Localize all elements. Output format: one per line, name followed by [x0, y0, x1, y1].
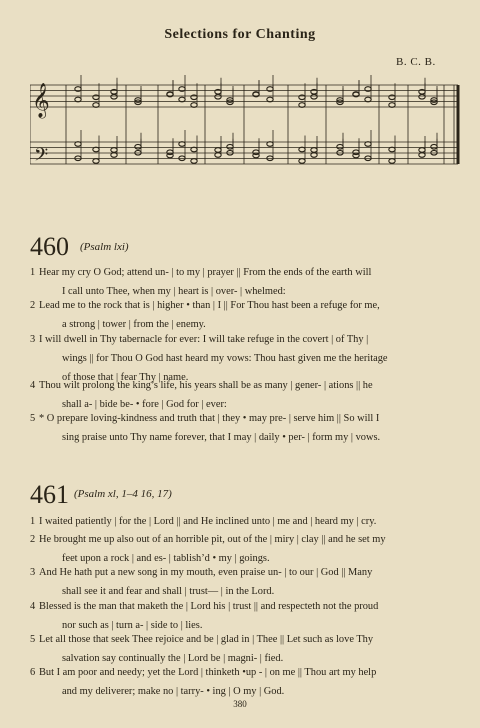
verse-number: 2: [30, 300, 36, 311]
note-head: [191, 159, 197, 164]
note-head: [215, 94, 221, 99]
note-head: [311, 94, 317, 99]
page-title: Selections for Chanting: [164, 27, 316, 42]
verse-number: 2: [30, 534, 36, 545]
verse-line: shall a- | bide be- • fore | God for | ever:: [62, 399, 227, 410]
chant-score: [30, 72, 460, 192]
note-head: [299, 159, 305, 164]
note-head: [389, 159, 395, 164]
verse-line: nor such as | turn a- | side to | lies.: [62, 620, 203, 631]
psalm-number: 460: [30, 232, 69, 261]
note-head: [93, 159, 99, 164]
note-head: [419, 94, 425, 99]
verse-line: Hear my cry O God; attend un- | to my | prayer || From the ends of the earth will: [39, 267, 372, 278]
page-number: 380: [233, 699, 247, 709]
note-head: [135, 144, 141, 149]
note-head: [167, 153, 173, 158]
treble-clef-icon: 𝄞: [32, 83, 50, 118]
verse-line: I will dwell in Thy tabernacle for ever: I will take refuge in the covert | of Thy |: [39, 334, 369, 345]
verse-number: 1: [30, 267, 36, 278]
verse-line: feet upon a rock | and es- | tablish’d • my | goings.: [62, 553, 270, 564]
composer-initials: B. C. B.: [396, 56, 436, 68]
verse-number: 6: [30, 667, 36, 678]
verse-line: Let all those that seek Thee rejoice and be | glad in | Thee || Let such as love Thy: [39, 634, 374, 645]
verse-number: 4: [30, 601, 36, 612]
verse: [30, 663, 458, 701]
psalm-reference: (Psalm lxi): [80, 241, 129, 253]
verse-line: Thou wilt prolong the king’s life, his years shall be as many | gener- | ations || he: [39, 380, 373, 391]
verse-line: wings || for Thou O God hast heard my vows: Thou hast given me the heritage: [62, 353, 388, 364]
verse: [30, 563, 458, 601]
verse-line: shall see it and fear and shall | trust— | in the Lord.: [62, 586, 275, 597]
verse: [30, 512, 458, 531]
verse-number: 1: [30, 516, 36, 527]
note-head: [419, 148, 425, 153]
note-head: [353, 153, 359, 158]
verse-number: 5: [30, 413, 36, 424]
psalm-reference: (Psalm xl, 1–4 16, 17): [74, 488, 172, 500]
verse-number: 5: [30, 634, 36, 645]
note-head: [227, 144, 233, 149]
verse-line: sing praise unto Thy name forever, that I may | daily • per- | form my | vows.: [62, 432, 381, 443]
note-head: [111, 148, 117, 153]
note-head: [253, 153, 259, 158]
verse: [30, 296, 458, 334]
verse-line: I call unto Thee, when my | heart is | over- | whelmed:: [62, 286, 286, 297]
verse-line: But I am poor and needy; yet the Lord | thinketh •up - | on me || Thou art my help: [39, 667, 377, 678]
bass-clef-icon: 𝄢: [34, 145, 49, 170]
verse-line: Blessed is the man that maketh the | Lord his | trust || and respecteth not the proud: [39, 601, 379, 612]
note-head: [311, 148, 317, 153]
verse-line: Lead me to the rock that is | higher • than | I || For Thou hast been a refuge for me,: [39, 300, 380, 311]
verse-line: a strong | tower | from the | enemy.: [62, 319, 206, 330]
verse-line: I waited patiently | for the | Lord || and He inclined unto | me and | heard my | cry.: [39, 516, 377, 527]
verse-number: 3: [30, 334, 36, 345]
verse-number: 3: [30, 567, 36, 578]
note-head: [215, 148, 221, 153]
verse-line: And He hath put a new song in my mouth, even praise un- | to our | God || Many: [39, 567, 373, 578]
note-head: [337, 144, 343, 149]
verse-line: He brought me up also out of an horrible pit, out of the | miry | clay || and he set my: [39, 534, 386, 545]
verse-line: salvation say continually the | Lord be | magni- | fied.: [62, 653, 284, 664]
note-head: [111, 94, 117, 99]
verse-line: and my deliverer; make no | tarry- • ing | O my | God.: [62, 686, 285, 697]
verse: [30, 409, 458, 447]
verse-line: * O prepare loving-kindness and truth that | they • may pre- | serve him || So will I: [39, 413, 380, 424]
verse-line: of those that | fear Thy | name.: [62, 372, 189, 383]
note-head: [431, 144, 437, 149]
psalm-number: 461: [30, 480, 69, 509]
verse-number: 4: [30, 380, 36, 391]
